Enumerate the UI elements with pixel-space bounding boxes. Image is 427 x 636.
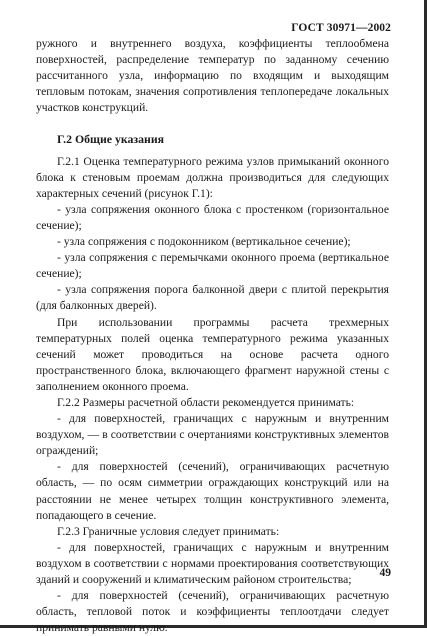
- paragraph-g22: Г.2.2 Размеры расчетной области рекомендуется принимать:: [57, 395, 355, 409]
- running-header: ГОСТ 30971—2002: [291, 22, 391, 34]
- list-item: - узла сопряжения с перемычками оконного проема (вертикальное сечение);: [36, 251, 389, 281]
- intro-paragraph: ружного и внутреннего воздуха, коэффициенты теплообмена поверхностей, распределение температур по заданному сечению рассчитанного узла, информацию по входящим и выходящим тепловым потокам, значения сопротивления теплопередаче локальных участков конструкций.: [36, 37, 389, 115]
- paragraph-3d-fields: При использовании программы расчета трехмерных температурных полей оценка температурного режима указанных сечений может проводиться на основе расчета одного пространственного блока, включающего фрагмент наружной стены с заполнением оконного проема.: [36, 315, 389, 393]
- list-item: - для поверхностей (сечений), ограничивающих расчетную область, — по осям симметрии ограждающих конструкций или на расстоянии не менее четырех толщин конструктивного элемента, попадающего в сечение.: [36, 460, 389, 522]
- section-heading: Г.2 Общие указания: [57, 132, 165, 147]
- paragraph-g23: Г.2.3 Граничные условия следует принимать:: [57, 524, 280, 538]
- list-item: - для поверхностей (сечений), ограничивающих расчетную область, тепловой поток и коэффициенты теплоотдачи следует принимать равными нулю.: [36, 589, 389, 635]
- page-number: 49: [379, 567, 391, 579]
- text-body: [36, 36, 389, 636]
- list-item: - узла сопряжения порога балконной двери с плитой перекрытия (для балконных дверей).: [36, 283, 389, 313]
- paragraph-g21: Г.2.1 Оценка температурного режима узлов примыканий оконного блока к стеновым проемам должна производиться для следующих характерных сечений (рисунок Г.1):: [36, 154, 389, 200]
- list-item: - для поверхностей, граничащих с наружным и внутренним воздухом, — в соответствии с очертаниями конструктивных элементов ограждений;: [36, 412, 389, 458]
- list-item: - узла сопряжения оконного блока с простенком (горизонтальное сечение);: [36, 202, 389, 232]
- list-item: - узла сопряжения с подоконником (вертикальное сечение);: [57, 235, 351, 249]
- list-item: - для поверхностей, граничащих с наружным и внутренним воздухом в соответствии с нормами проектирования соответствующих зданий и сооружений и климатическим районом строительства;: [36, 540, 389, 586]
